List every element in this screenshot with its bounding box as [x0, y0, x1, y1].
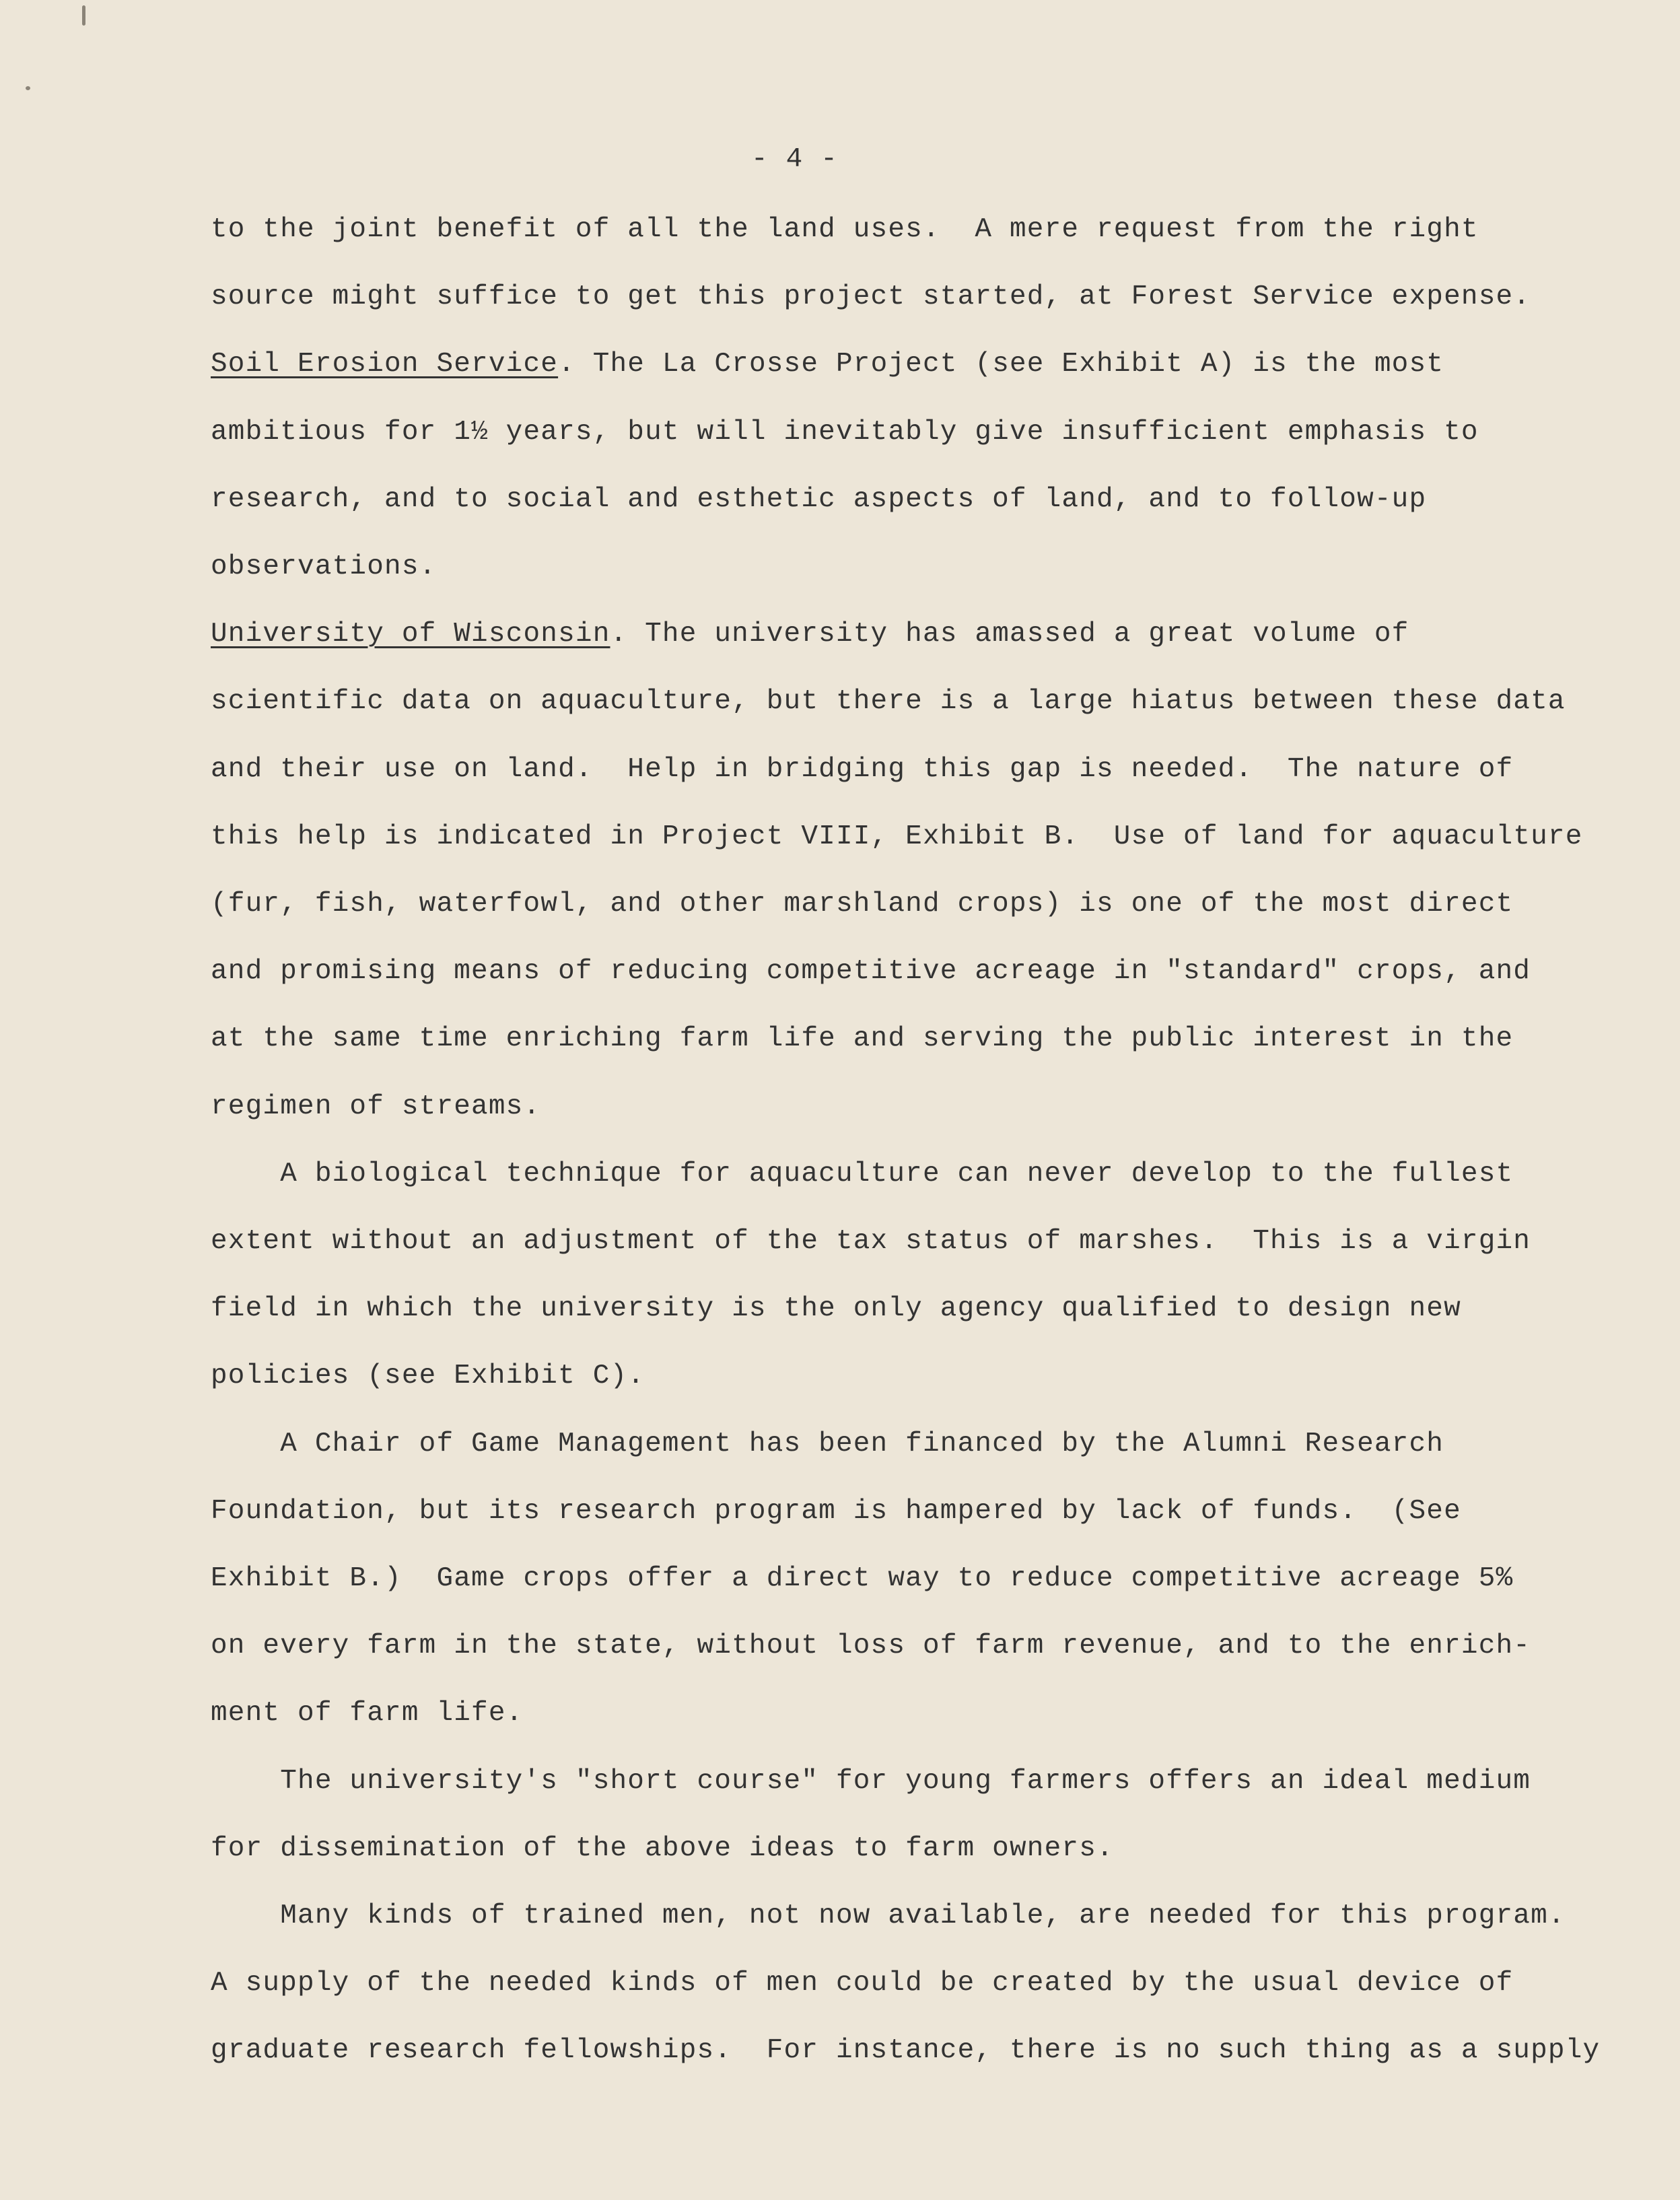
- text-segment: graduate research fellowships. For instance, there is no such thing as a supply: [211, 2035, 1601, 2066]
- text-segment: Exhibit B.) Game crops offer a direct way to reduce competitive acreage 5%: [211, 1563, 1514, 1594]
- text-line: [211, 1765, 1531, 1797]
- section-heading: Soil Erosion Service: [211, 349, 559, 380]
- text-segment: extent without an adjustment of the tax status of marshes. This is a virgin: [211, 1226, 1531, 1257]
- text-line: [211, 213, 1479, 246]
- text-line: [211, 1158, 1513, 1190]
- text-line: [211, 888, 1513, 920]
- text-segment: A Chair of Game Management has been financed by the Alumni Research: [211, 1429, 1444, 1459]
- text-line: [211, 416, 1479, 448]
- text-segment: observations.: [211, 551, 437, 582]
- text-line: [211, 348, 1444, 380]
- text-segment: source might suffice to get this project started, at Forest Service expense.: [211, 281, 1531, 312]
- paper-speck: [82, 5, 85, 26]
- text-segment: . The university has amassed a great volume of: [610, 619, 1409, 650]
- text-line: [211, 483, 1426, 516]
- text-segment: field in which the university is the only agency qualified to design new: [211, 1293, 1461, 1324]
- text-line: [211, 1900, 1566, 1932]
- text-segment: ment of farm life.: [211, 1698, 524, 1729]
- text-line: [211, 955, 1531, 988]
- page-number: - 4 -: [751, 144, 839, 175]
- text-segment: on every farm in the state, without loss of farm revenue, and to the enrich-: [211, 1630, 1531, 1661]
- text-line: [211, 1967, 1513, 1999]
- text-line: [211, 1562, 1513, 1595]
- text-segment: this help is indicated in Project VIII, Exhibit B. Use of land for aquaculture: [211, 821, 1583, 852]
- text-line: [211, 685, 1566, 718]
- text-line: [211, 821, 1583, 853]
- text-segment: A supply of the needed kinds of men could be created by the usual device of: [211, 1968, 1514, 1999]
- text-segment: to the joint benefit of all the land uses. A mere request from the right: [211, 214, 1479, 245]
- text-segment: The university's "short course" for young farmers offers an ideal medium: [211, 1766, 1531, 1797]
- text-segment: Many kinds of trained men, not now available, are needed for this program.: [211, 1900, 1566, 1931]
- text-segment: at the same time enriching farm life and serving the public interest in the: [211, 1023, 1514, 1054]
- text-segment: for dissemination of the above ideas to farm owners.: [211, 1833, 1114, 1864]
- text-line: [211, 1428, 1444, 1460]
- text-segment: policies (see Exhibit C).: [211, 1361, 645, 1391]
- text-segment: regimen of streams.: [211, 1091, 541, 1122]
- text-line: [211, 1832, 1114, 1865]
- text-line: [211, 551, 436, 583]
- text-line: [211, 1495, 1461, 1527]
- paper-speck: [26, 86, 30, 90]
- text-line: [211, 1293, 1461, 1325]
- text-line: [211, 1630, 1531, 1662]
- text-segment: Foundation, but its research program is hampered by lack of funds. (See: [211, 1496, 1461, 1527]
- text-segment: scientific data on aquaculture, but there is a large hiatus between these data: [211, 686, 1566, 717]
- section-heading: University of Wisconsin: [211, 619, 610, 650]
- text-line: [211, 1023, 1513, 1055]
- text-segment: A biological technique for aquaculture can never develop to the fullest: [211, 1159, 1514, 1190]
- text-line: [211, 618, 1409, 650]
- text-segment: ambitious for 1½ years, but will inevitably give insufficient emphasis to: [211, 417, 1479, 448]
- text-line: [211, 1697, 523, 1729]
- text-line: [211, 2034, 1600, 2067]
- text-segment: (fur, fish, waterfowl, and other marshland crops) is one of the most direct: [211, 889, 1514, 920]
- text-segment: research, and to social and esthetic aspects of land, and to follow-up: [211, 484, 1427, 515]
- text-segment: and their use on land. Help in bridging this gap is needed. The nature of: [211, 754, 1514, 785]
- text-line: [211, 281, 1531, 313]
- text-line: [211, 1225, 1531, 1258]
- text-line: [211, 1360, 645, 1392]
- text-segment: and promising means of reducing competitive acreage in "standard" crops, and: [211, 956, 1531, 987]
- text-segment: . The La Crosse Project (see Exhibit A) is the most: [558, 349, 1444, 380]
- text-line: [211, 753, 1513, 786]
- text-line: [211, 1091, 540, 1123]
